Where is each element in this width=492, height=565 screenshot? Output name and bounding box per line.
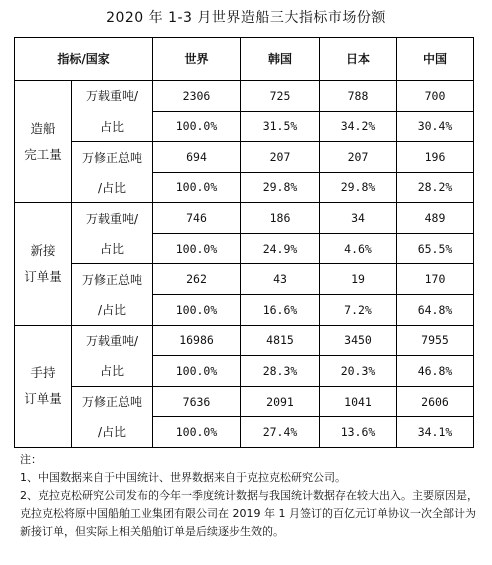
header-indicator: 指标/国家	[15, 38, 153, 81]
category-cell	[15, 203, 72, 325]
share-cell: 27.4%	[241, 417, 320, 448]
table-row	[15, 294, 474, 325]
indicator-label: 万修正总吨	[72, 264, 153, 295]
table-row	[15, 386, 474, 417]
indicator-label: 占比	[72, 233, 153, 264]
table-row	[15, 264, 474, 295]
table-row	[15, 417, 474, 448]
category-label: 手持	[30, 365, 56, 381]
value-cell: 19	[320, 264, 397, 295]
value-cell: 196	[397, 142, 474, 173]
indicator-label: /占比	[72, 417, 153, 448]
table-row	[15, 80, 474, 111]
table-row	[15, 203, 474, 234]
share-cell: 34.2%	[320, 111, 397, 142]
category-cell	[15, 80, 72, 202]
value-cell: 788	[320, 80, 397, 111]
table-row	[15, 172, 474, 203]
indicator-label: 万修正总吨	[72, 142, 153, 173]
share-cell: 16.6%	[241, 294, 320, 325]
share-cell: 34.1%	[397, 417, 474, 448]
share-cell: 65.5%	[397, 233, 474, 264]
value-cell: 262	[153, 264, 241, 295]
category-label: 完工量	[24, 146, 62, 162]
value-cell: 186	[241, 203, 320, 234]
note-item: 2、克拉克松研究公司发布的今年一季度统计数据与我国统计数据存在较大出入。主要原因是，克拉克松将原中国船舶工业集团有限公司在 2019 年 1 月签订的百亿元订单协议一次全部计为新接订单，但实际上相关船舶订单是后续逐步生效的。	[20, 489, 478, 538]
table-row	[15, 111, 474, 142]
note-item: 1、中国数据来自于中国统计、世界数据来自于克拉克松研究公司。	[20, 471, 346, 484]
value-cell: 207	[320, 142, 397, 173]
share-cell: 28.2%	[397, 172, 474, 203]
header-country: 韩国	[241, 38, 320, 81]
value-cell: 3450	[320, 325, 397, 356]
share-cell: 7.2%	[320, 294, 397, 325]
indicator-label: /占比	[72, 172, 153, 203]
indicator-label: 万修正总吨	[72, 386, 153, 417]
value-cell: 489	[397, 203, 474, 234]
table-row	[15, 142, 474, 173]
category-label: 新接	[30, 242, 56, 258]
value-cell: 7955	[397, 325, 474, 356]
share-cell: 4.6%	[320, 233, 397, 264]
indicator-label: 万载重吨/	[72, 203, 153, 234]
indicator-label: 万载重吨/	[72, 325, 153, 356]
table-row	[15, 325, 474, 356]
header-row	[15, 38, 474, 81]
indicator-label: /占比	[72, 294, 153, 325]
share-cell: 20.3%	[320, 356, 397, 387]
share-cell: 100.0%	[153, 417, 241, 448]
notes	[20, 451, 480, 541]
share-cell: 64.8%	[397, 294, 474, 325]
share-cell: 100.0%	[153, 111, 241, 142]
value-cell: 725	[241, 80, 320, 111]
market-share-table	[14, 37, 474, 448]
indicator-label: 占比	[72, 356, 153, 387]
indicator-label: 占比	[72, 111, 153, 142]
value-cell: 746	[153, 203, 241, 234]
value-cell: 2306	[153, 80, 241, 111]
table-title: 2020 年 1-3 月世界造船三大指标市场份额	[106, 10, 386, 26]
header-country: 世界	[153, 38, 241, 81]
value-cell: 7636	[153, 386, 241, 417]
value-cell: 1041	[320, 386, 397, 417]
share-cell: 100.0%	[153, 356, 241, 387]
share-cell: 24.9%	[241, 233, 320, 264]
category-label: 订单量	[24, 391, 62, 407]
share-cell: 30.4%	[397, 111, 474, 142]
value-cell: 207	[241, 142, 320, 173]
category-label: 造船	[30, 120, 56, 136]
notes-heading: 注：	[20, 453, 42, 466]
category-cell	[15, 325, 72, 447]
value-cell: 2606	[397, 386, 474, 417]
value-cell: 170	[397, 264, 474, 295]
value-cell: 16986	[153, 325, 241, 356]
table-row	[15, 356, 474, 387]
share-cell: 13.6%	[320, 417, 397, 448]
category-label: 订单量	[24, 268, 62, 284]
share-cell: 29.8%	[320, 172, 397, 203]
share-cell: 29.8%	[241, 172, 320, 203]
table-row	[15, 233, 474, 264]
share-cell: 28.3%	[241, 356, 320, 387]
share-cell: 31.5%	[241, 111, 320, 142]
header-country: 日本	[320, 38, 397, 81]
value-cell: 34	[320, 203, 397, 234]
share-cell: 100.0%	[153, 233, 241, 264]
value-cell: 4815	[241, 325, 320, 356]
value-cell: 43	[241, 264, 320, 295]
share-cell: 100.0%	[153, 294, 241, 325]
value-cell: 2091	[241, 386, 320, 417]
indicator-label: 万载重吨/	[72, 80, 153, 111]
value-cell: 694	[153, 142, 241, 173]
share-cell: 46.8%	[397, 356, 474, 387]
header-country: 中国	[397, 38, 474, 81]
share-cell: 100.0%	[153, 172, 241, 203]
value-cell: 700	[397, 80, 474, 111]
